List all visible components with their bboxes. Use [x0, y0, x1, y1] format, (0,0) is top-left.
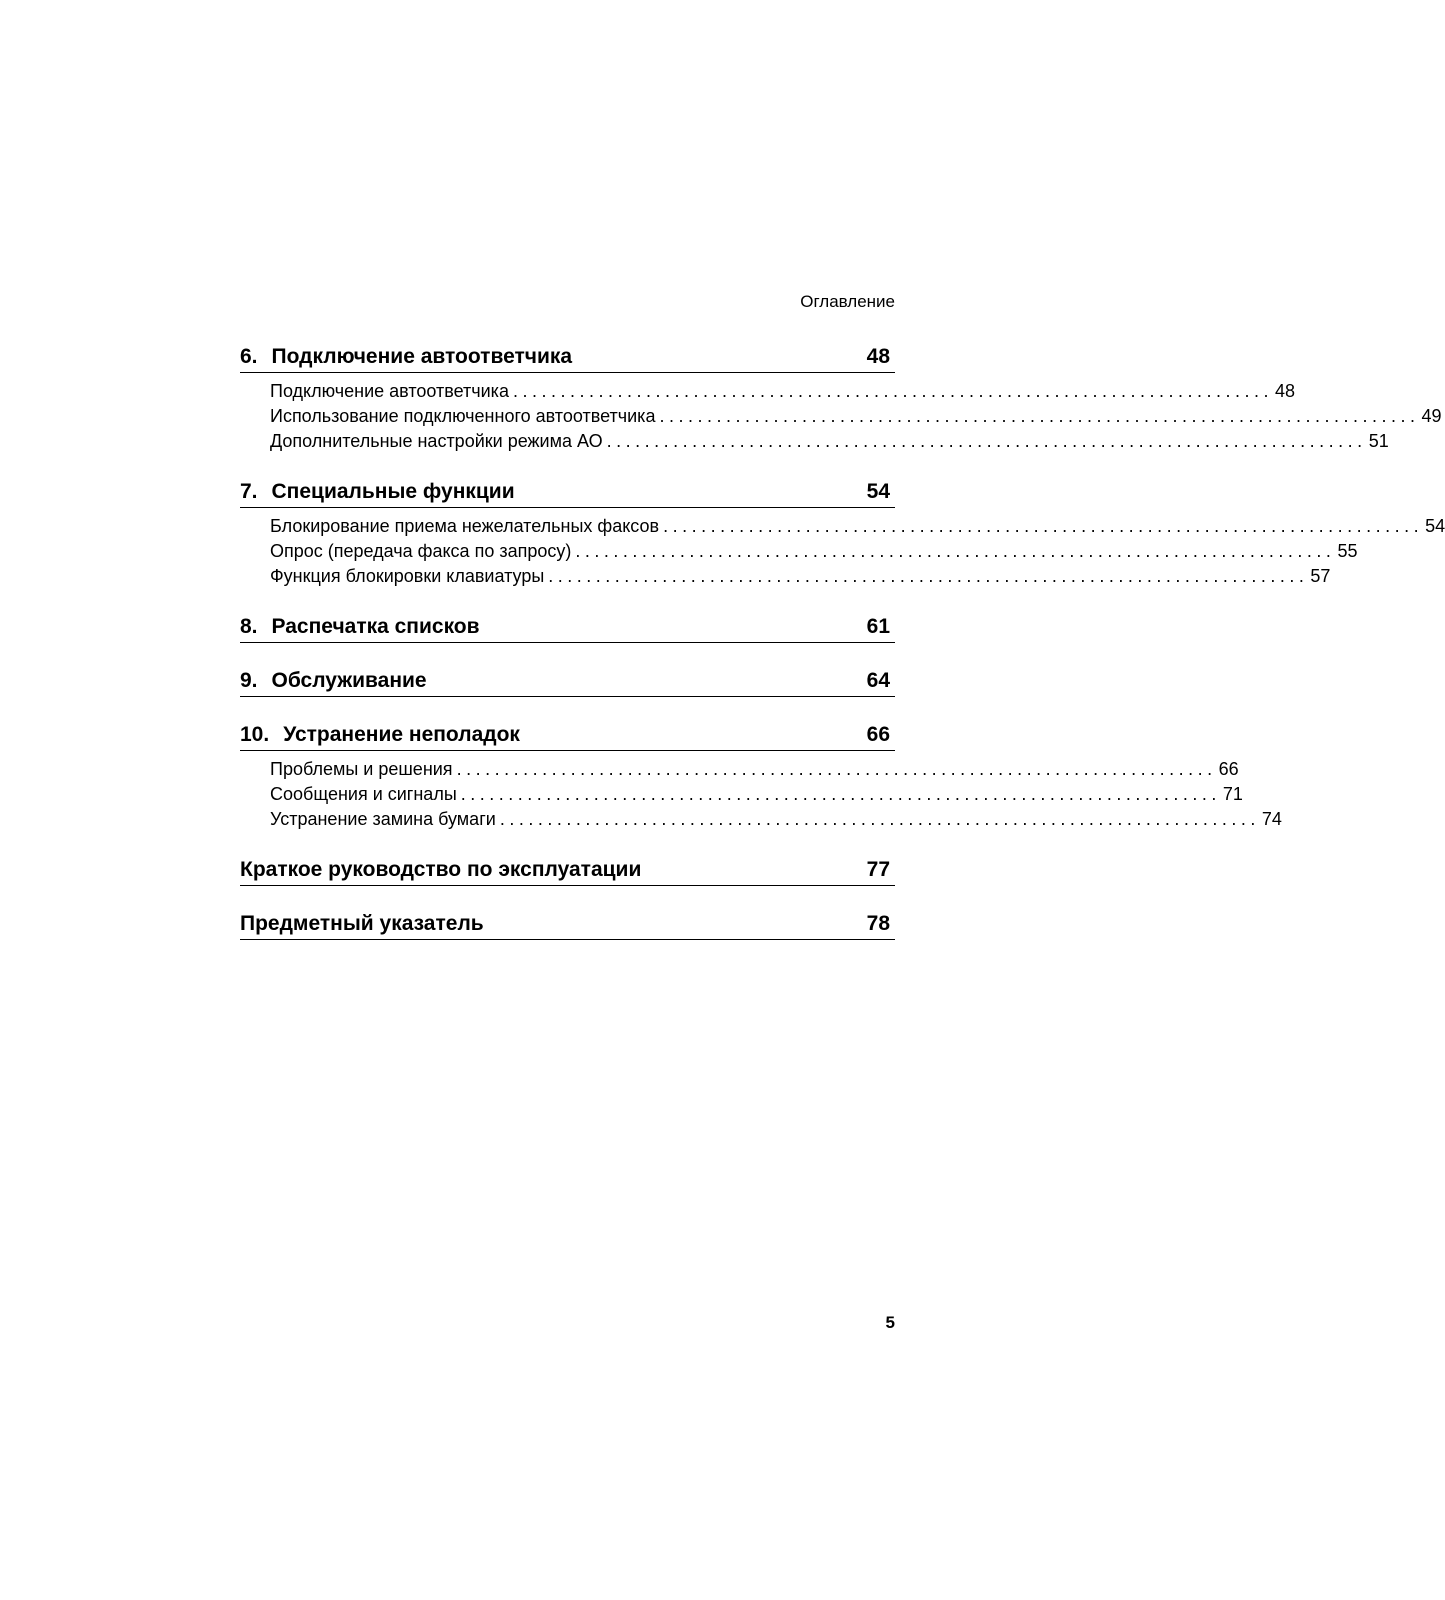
section-number: 7.: [240, 480, 258, 503]
section-number: 8.: [240, 615, 258, 638]
table-of-contents: [240, 345, 1445, 966]
dot-leader: ................................................................................: [659, 406, 1420, 426]
toc-entry[interactable]: [270, 379, 1296, 404]
entry-page: 57: [1310, 566, 1331, 586]
section-title: Подключение автоответчика: [271, 345, 573, 368]
dot-leader: ................................................................................: [460, 784, 1221, 804]
section-heading[interactable]: [240, 723, 895, 751]
toc-entry[interactable]: [270, 429, 1389, 454]
toc-section-index: [240, 912, 895, 940]
dot-leader: ................................................................................: [663, 516, 1424, 536]
section-number: 10.: [240, 723, 270, 746]
section-page: 54: [866, 480, 890, 503]
toc-entry[interactable]: [270, 807, 1282, 832]
entry-page: 66: [1218, 759, 1239, 779]
running-header: Оглавление: [800, 292, 895, 311]
section-title: Распечатка списков: [271, 615, 480, 638]
page-number: 5: [885, 1313, 895, 1332]
toc-section-9: [240, 669, 895, 697]
section-heading[interactable]: [240, 615, 895, 643]
entry-page: 49: [1421, 406, 1442, 426]
entry-title: Блокирование приема нежелательных факсов: [270, 516, 660, 536]
entry-page: 71: [1222, 784, 1243, 804]
toc-entry[interactable]: [270, 564, 1331, 589]
section-page: 78: [866, 912, 890, 935]
entry-page: 54: [1425, 516, 1445, 536]
section-page: 48: [866, 345, 890, 368]
toc-section-8: [240, 615, 895, 643]
toc-entry[interactable]: [270, 514, 1445, 539]
dot-leader: ................................................................................: [456, 759, 1217, 779]
entry-title: Проблемы и решения: [270, 759, 453, 779]
section-number: 9.: [240, 669, 258, 692]
section-heading[interactable]: [240, 345, 895, 373]
dot-leader: ................................................................................: [548, 566, 1309, 586]
entry-title: Устранение замина бумаги: [270, 809, 496, 829]
toc-section-7: [240, 480, 1445, 589]
section-title: Краткое руководство по эксплуатации: [240, 858, 642, 881]
section-title: Специальные функции: [271, 480, 515, 503]
section-title: Обслуживание: [271, 669, 427, 692]
toc-section-10: [240, 723, 1282, 832]
entry-title: Функция блокировки клавиатуры: [270, 566, 545, 586]
dot-leader: ................................................................................: [499, 809, 1260, 829]
section-title: Устранение неполадок: [283, 723, 520, 746]
dot-leader: ................................................................................: [606, 431, 1367, 451]
entry-page: 74: [1261, 809, 1282, 829]
section-page: 64: [866, 669, 890, 692]
toc-section-quick-guide: [240, 858, 895, 886]
section-heading[interactable]: [240, 912, 895, 940]
dot-leader: ................................................................................: [575, 541, 1336, 561]
toc-entry[interactable]: [270, 404, 1442, 429]
entry-page: 48: [1275, 381, 1296, 401]
entry-title: Опрос (передача факса по запросу): [270, 541, 572, 561]
section-heading[interactable]: [240, 669, 895, 697]
section-page: 61: [866, 615, 890, 638]
section-heading[interactable]: [240, 480, 895, 508]
entry-page: 51: [1368, 431, 1389, 451]
entry-title: Сообщения и сигналы: [270, 784, 457, 804]
entry-title: Подключение автоответчика: [270, 381, 509, 401]
entry-title: Дополнительные настройки режима АО: [270, 431, 603, 451]
entry-page: 55: [1337, 541, 1358, 561]
entry-title: Использование подключенного автоответчика: [270, 406, 656, 426]
toc-entry[interactable]: [270, 782, 1243, 807]
toc-entry[interactable]: [270, 539, 1358, 564]
section-title: Предметный указатель: [240, 912, 484, 935]
section-number: 6.: [240, 345, 258, 368]
dot-leader: ................................................................................: [512, 381, 1274, 401]
section-page: 66: [866, 723, 890, 746]
toc-entry[interactable]: [270, 757, 1239, 782]
section-heading[interactable]: [240, 858, 895, 886]
section-page: 77: [866, 858, 890, 881]
toc-section-6: [240, 345, 1442, 454]
